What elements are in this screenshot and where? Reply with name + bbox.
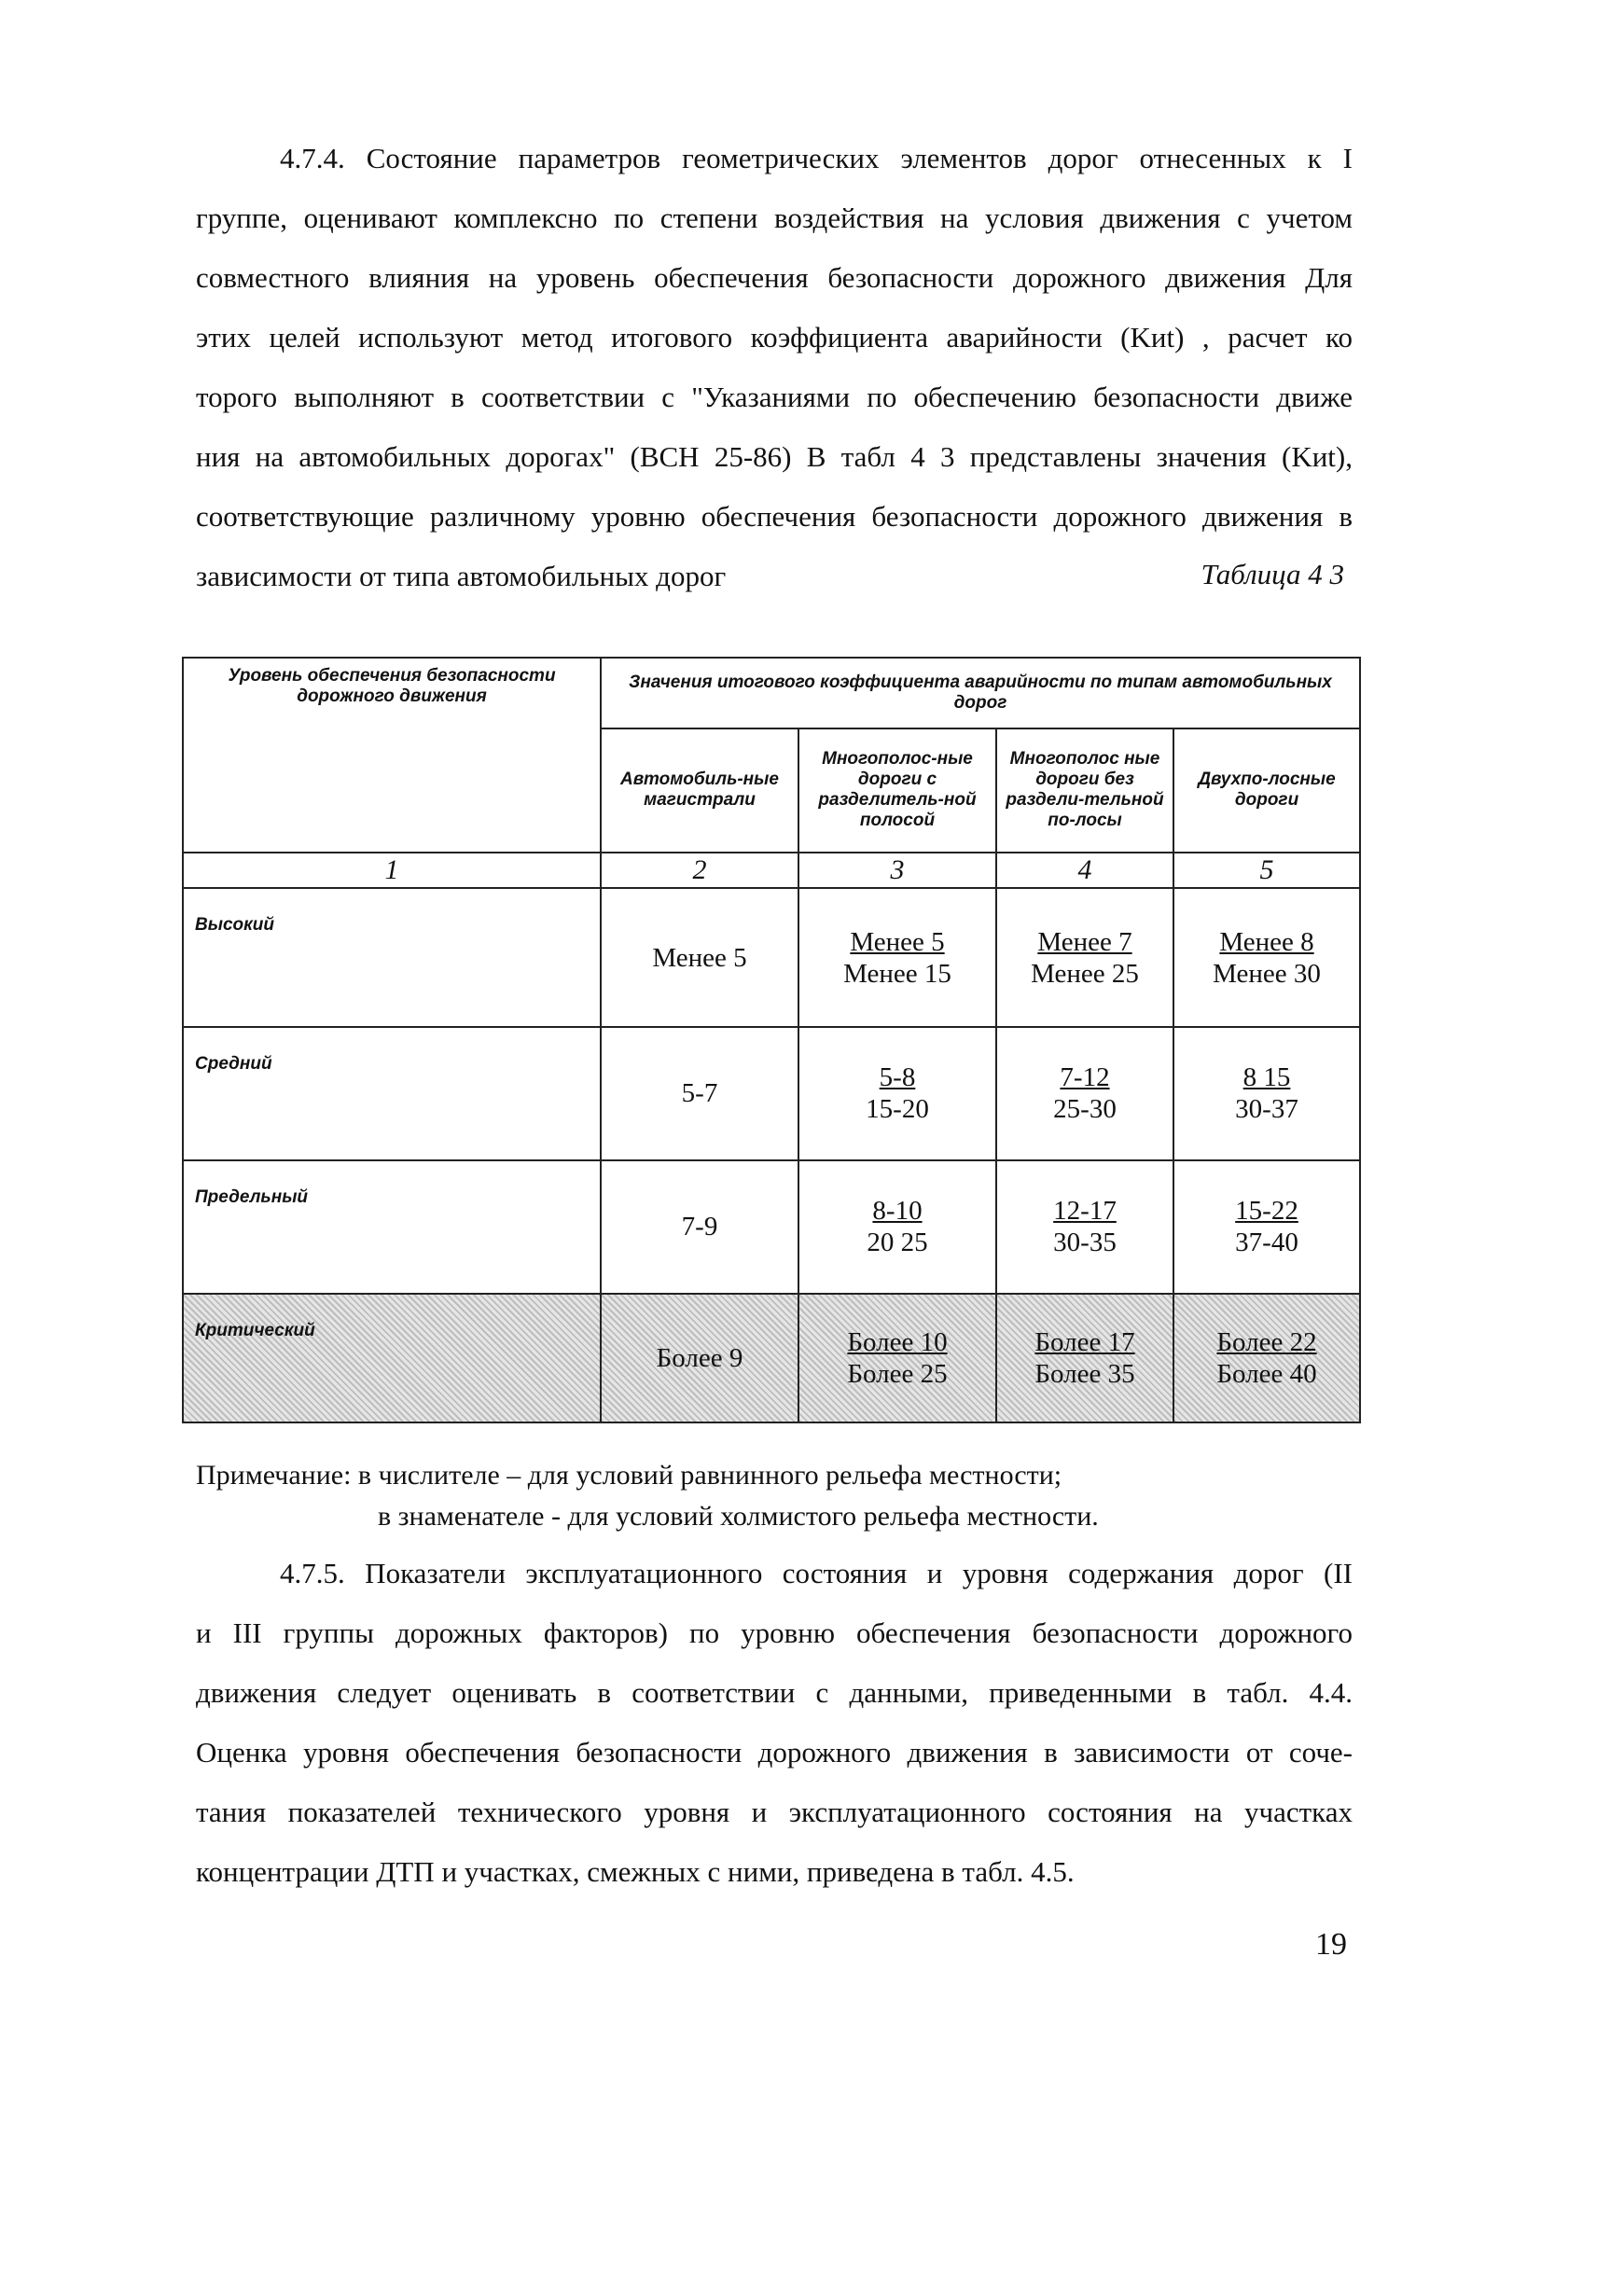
numerator: 8 15 — [1242, 1062, 1291, 1093]
coefficient-group-header: Значения итогового коэффициента аварийности по типам автомобильных дорог — [601, 658, 1360, 728]
paragraph-line: ния на автомобильных дорогах" (ВСН 25-86) В табл 4 3 представлены значения (Kиt), — [196, 440, 1353, 473]
paragraph-line: 4.7.5. Показатели эксплуатационного состояния и уровня содержания дорог (II — [280, 1557, 1353, 1589]
table-row — [183, 1027, 1360, 1160]
numerator: Менее 5 — [850, 926, 945, 957]
header-multilane-divided: Многополос-ные дороги с разделитель-ной полосой — [798, 728, 996, 853]
value-cell — [798, 1160, 996, 1294]
denominator: Менее 15 — [843, 958, 951, 989]
value-cell — [798, 888, 996, 1026]
paragraph-line: совместного влияния на уровень обеспечения безопасности дорожного движения Для — [196, 261, 1353, 294]
numerator: Более 22 — [1216, 1326, 1317, 1357]
header-two-lane: Двухпо-лосные дороги — [1173, 728, 1360, 853]
value-cell: 5-7 — [601, 1027, 798, 1160]
level-cell: Средний — [183, 1027, 601, 1160]
note-line: в знаменателе - для условий холмистого рельефа местности. — [378, 1501, 1099, 1532]
value-cell — [798, 1294, 996, 1422]
table-note — [196, 1455, 1099, 1537]
paragraph-line: Оценка уровня обеспечения безопасности дорожного движения в зависимости от соче- — [196, 1736, 1353, 1769]
paragraph-line: торого выполняют в соответствии с "Указаниями по обеспечению безопасности движе — [196, 381, 1353, 413]
table-row — [183, 1160, 1360, 1294]
numerator: 12-17 — [1053, 1196, 1117, 1227]
numerator: Менее 7 — [1037, 926, 1132, 957]
value-cell: Менее 5 — [601, 888, 798, 1026]
column-number: 1 — [183, 853, 601, 889]
value-cell: Более 9 — [601, 1294, 798, 1422]
table-row-critical — [183, 1294, 1360, 1422]
level-cell: Высокий — [183, 888, 601, 1026]
denominator: Более 25 — [847, 1358, 948, 1389]
denominator: Менее 25 — [1031, 958, 1139, 989]
paragraph-line: тания показателей технического уровня и эксплуатационного состояния на участках — [196, 1796, 1353, 1828]
column-number: 4 — [996, 853, 1173, 889]
numerator: 5-8 — [879, 1062, 916, 1093]
numerator: 8-10 — [872, 1196, 923, 1227]
numerator: Менее 8 — [1219, 926, 1314, 957]
paragraph-line: 4.7.4. Состояние параметров геометрических элементов дорог отнесенных к I — [280, 142, 1353, 174]
numerator: 15-22 — [1235, 1196, 1298, 1227]
value-cell — [996, 1294, 1173, 1422]
denominator: 30-35 — [1053, 1228, 1117, 1258]
value-cell — [1173, 1027, 1360, 1160]
numerator: Более 10 — [847, 1326, 948, 1357]
header-motorways: Автомобиль-ные магистрали — [601, 728, 798, 853]
denominator: 25-30 — [1053, 1094, 1117, 1125]
level-cell: Критический — [183, 1294, 601, 1422]
value-cell — [1173, 1160, 1360, 1294]
column-number: 5 — [1173, 853, 1360, 889]
denominator: 37-40 — [1235, 1228, 1298, 1258]
denominator: 15-20 — [866, 1094, 929, 1125]
numerator: 7-12 — [1060, 1062, 1110, 1093]
value-cell — [996, 888, 1173, 1026]
note-line: Примечание: в числителе – для условий равнинного рельефа местности; — [196, 1460, 1062, 1491]
value-cell — [996, 1027, 1173, 1160]
denominator: 20 25 — [867, 1228, 928, 1258]
column-number: 2 — [601, 853, 798, 889]
paragraph-4-7-5 — [196, 1544, 1353, 1902]
paragraph-line: и III группы дорожных факторов) по уровню обеспечения безопасности дорожного — [196, 1616, 1353, 1649]
header-multilane-undivided: Многополос ные дороги без раздели-тельной по-лосы — [996, 728, 1173, 853]
paragraph-line: соответствующие различному уровню обеспечения безопасности дорожного движения в — [196, 500, 1353, 533]
numerator: Более 17 — [1034, 1326, 1135, 1357]
denominator: Менее 30 — [1213, 958, 1321, 989]
level-column-header: Уровень обеспечения безопасности дорожного движения — [183, 658, 601, 853]
denominator: Более 40 — [1216, 1358, 1317, 1389]
table-row — [183, 888, 1360, 1026]
table-caption: Таблица 4 3 — [1201, 558, 1344, 590]
paragraph-4-7-4 — [196, 129, 1353, 606]
column-number: 3 — [798, 853, 996, 889]
value-cell — [996, 1160, 1173, 1294]
paragraph-line: движения следует оценивать в соответствии с данными, приведенными в табл. 4.4. — [196, 1676, 1353, 1709]
denominator: Более 35 — [1034, 1358, 1135, 1389]
paragraph-line: этих целей используют метод итогового коэффициента аварийности (Kиt) , расчет ко — [196, 321, 1353, 354]
denominator: 30-37 — [1235, 1094, 1298, 1125]
paragraph-line: концентрации ДТП и участках, смежных с ними, приведена в табл. 4.5. — [196, 1855, 1075, 1888]
value-cell — [1173, 888, 1360, 1026]
value-cell — [1173, 1294, 1360, 1422]
value-cell — [798, 1027, 996, 1160]
accident-coefficient-table — [182, 657, 1361, 1423]
page-number: 19 — [1315, 1927, 1347, 1962]
paragraph-line: группе, оценивают комплексно по степени воздействия на условия движения с учетом — [196, 201, 1353, 234]
level-cell: Предельный — [183, 1160, 601, 1294]
value-cell: 7-9 — [601, 1160, 798, 1294]
paragraph-line: зависимости от типа автомобильных дорог — [196, 560, 727, 592]
